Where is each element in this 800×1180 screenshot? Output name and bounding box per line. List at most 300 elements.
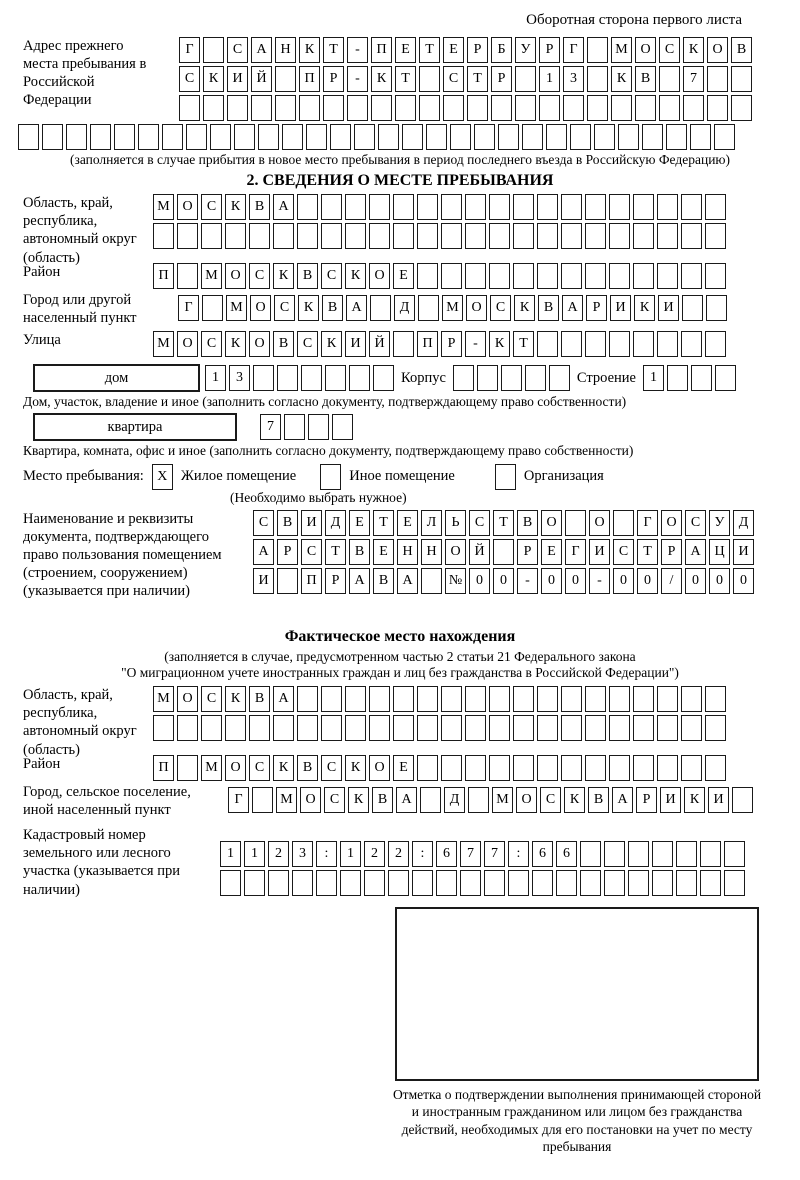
char-cell[interactable]: К — [225, 194, 246, 220]
char-cell[interactable] — [297, 223, 318, 249]
char-cell[interactable] — [273, 223, 294, 249]
char-cell[interactable] — [565, 510, 586, 536]
char-cell[interactable]: О — [250, 295, 271, 321]
char-cell[interactable] — [609, 755, 630, 781]
char-cell[interactable]: С — [321, 263, 342, 289]
char-cell[interactable] — [321, 223, 342, 249]
char-cell[interactable] — [537, 686, 558, 712]
char-cell[interactable] — [731, 95, 752, 121]
char-cell[interactable] — [277, 568, 298, 594]
char-cell[interactable] — [561, 194, 582, 220]
char-cell[interactable]: 6 — [556, 841, 577, 867]
char-cell[interactable]: Т — [323, 37, 344, 63]
char-cell[interactable]: О — [445, 539, 466, 565]
char-cell[interactable]: К — [345, 263, 366, 289]
char-cell[interactable] — [468, 787, 489, 813]
char-cell[interactable] — [369, 223, 390, 249]
char-cell[interactable]: К — [345, 755, 366, 781]
char-cell[interactable] — [484, 870, 505, 896]
char-cell[interactable]: И — [733, 539, 754, 565]
char-cell[interactable] — [549, 365, 570, 391]
char-cell[interactable]: 3 — [563, 66, 584, 92]
char-cell[interactable]: С — [490, 295, 511, 321]
char-cell[interactable] — [275, 66, 296, 92]
char-cell[interactable]: М — [492, 787, 513, 813]
char-cell[interactable] — [508, 870, 529, 896]
char-cell[interactable]: И — [610, 295, 631, 321]
char-cell[interactable] — [177, 223, 198, 249]
char-cell[interactable] — [345, 223, 366, 249]
char-cell[interactable]: - — [465, 331, 486, 357]
char-cell[interactable]: О — [300, 787, 321, 813]
char-cell[interactable]: С — [443, 66, 464, 92]
char-cell[interactable]: П — [153, 263, 174, 289]
char-cell[interactable]: О — [225, 263, 246, 289]
char-cell[interactable]: Г — [228, 787, 249, 813]
char-cell[interactable]: Д — [444, 787, 465, 813]
char-cell[interactable] — [705, 715, 726, 741]
char-cell[interactable]: - — [517, 568, 538, 594]
char-cell[interactable]: В — [635, 66, 656, 92]
char-cell[interactable] — [225, 223, 246, 249]
char-cell[interactable]: Т — [513, 331, 534, 357]
char-cell[interactable]: С — [685, 510, 706, 536]
char-cell[interactable] — [491, 95, 512, 121]
char-cell[interactable] — [609, 263, 630, 289]
char-cell[interactable]: И — [660, 787, 681, 813]
char-cell[interactable] — [537, 715, 558, 741]
char-cell[interactable] — [732, 787, 753, 813]
char-cell[interactable] — [633, 715, 654, 741]
char-cell[interactable]: Т — [325, 539, 346, 565]
char-cell[interactable]: Т — [395, 66, 416, 92]
char-cell[interactable] — [345, 686, 366, 712]
char-cell[interactable] — [441, 194, 462, 220]
char-cell[interactable]: 2 — [268, 841, 289, 867]
char-cell[interactable] — [681, 331, 702, 357]
char-cell[interactable] — [691, 365, 712, 391]
char-cell[interactable]: Р — [636, 787, 657, 813]
char-cell[interactable] — [513, 223, 534, 249]
char-cell[interactable] — [657, 715, 678, 741]
char-cell[interactable]: : — [508, 841, 529, 867]
char-cell[interactable]: Е — [393, 755, 414, 781]
char-cell[interactable] — [618, 124, 639, 150]
char-cell[interactable]: А — [273, 686, 294, 712]
char-cell[interactable]: О — [249, 331, 270, 357]
char-cell[interactable] — [513, 715, 534, 741]
char-cell[interactable] — [489, 686, 510, 712]
char-cell[interactable]: Й — [369, 331, 390, 357]
char-cell[interactable] — [441, 263, 462, 289]
char-cell[interactable]: Д — [325, 510, 346, 536]
char-cell[interactable]: 2 — [364, 841, 385, 867]
char-cell[interactable] — [587, 66, 608, 92]
char-cell[interactable]: С — [227, 37, 248, 63]
char-cell[interactable]: И — [227, 66, 248, 92]
char-cell[interactable] — [364, 870, 385, 896]
char-cell[interactable]: 7 — [260, 414, 281, 440]
char-cell[interactable]: Л — [421, 510, 442, 536]
char-cell[interactable] — [594, 124, 615, 150]
char-cell[interactable] — [393, 194, 414, 220]
char-cell[interactable] — [42, 124, 63, 150]
char-cell[interactable]: К — [684, 787, 705, 813]
char-cell[interactable]: Е — [397, 510, 418, 536]
char-cell[interactable] — [251, 95, 272, 121]
char-cell[interactable] — [332, 414, 353, 440]
char-cell[interactable] — [604, 870, 625, 896]
char-cell[interactable] — [580, 870, 601, 896]
char-cell[interactable] — [292, 870, 313, 896]
char-cell[interactable]: 6 — [532, 841, 553, 867]
char-cell[interactable] — [114, 124, 135, 150]
char-cell[interactable] — [417, 686, 438, 712]
char-cell[interactable]: Е — [443, 37, 464, 63]
checkbox-residential[interactable]: X — [152, 464, 173, 490]
char-cell[interactable] — [90, 124, 111, 150]
char-cell[interactable]: У — [515, 37, 536, 63]
char-cell[interactable]: 0 — [469, 568, 490, 594]
char-cell[interactable]: И — [253, 568, 274, 594]
char-cell[interactable]: М — [226, 295, 247, 321]
char-cell[interactable] — [657, 686, 678, 712]
char-cell[interactable] — [537, 223, 558, 249]
char-cell[interactable] — [465, 715, 486, 741]
char-cell[interactable] — [441, 715, 462, 741]
char-cell[interactable] — [441, 755, 462, 781]
char-cell[interactable] — [321, 686, 342, 712]
char-cell[interactable]: 0 — [709, 568, 730, 594]
char-cell[interactable]: С — [201, 686, 222, 712]
char-cell[interactable]: Д — [394, 295, 415, 321]
char-cell[interactable]: П — [371, 37, 392, 63]
char-cell[interactable]: В — [349, 539, 370, 565]
char-cell[interactable] — [306, 124, 327, 150]
char-cell[interactable] — [705, 194, 726, 220]
char-cell[interactable] — [316, 870, 337, 896]
char-cell[interactable] — [273, 715, 294, 741]
char-cell[interactable] — [513, 263, 534, 289]
char-cell[interactable] — [652, 841, 673, 867]
char-cell[interactable]: О — [661, 510, 682, 536]
char-cell[interactable]: 0 — [685, 568, 706, 594]
char-cell[interactable]: К — [299, 37, 320, 63]
char-cell[interactable]: В — [538, 295, 559, 321]
char-cell[interactable]: 0 — [493, 568, 514, 594]
char-cell[interactable]: М — [276, 787, 297, 813]
char-cell[interactable] — [210, 124, 231, 150]
char-cell[interactable] — [657, 331, 678, 357]
char-cell[interactable] — [177, 263, 198, 289]
char-cell[interactable] — [633, 194, 654, 220]
char-cell[interactable]: 0 — [733, 568, 754, 594]
char-cell[interactable]: А — [349, 568, 370, 594]
char-cell[interactable] — [347, 95, 368, 121]
char-cell[interactable] — [249, 223, 270, 249]
char-cell[interactable] — [460, 870, 481, 896]
char-cell[interactable]: К — [298, 295, 319, 321]
char-cell[interactable]: К — [225, 686, 246, 712]
char-cell[interactable] — [275, 95, 296, 121]
char-cell[interactable] — [441, 223, 462, 249]
char-cell[interactable] — [561, 263, 582, 289]
char-cell[interactable]: С — [201, 194, 222, 220]
char-cell[interactable]: В — [322, 295, 343, 321]
char-cell[interactable] — [537, 755, 558, 781]
char-cell[interactable]: Т — [419, 37, 440, 63]
char-cell[interactable] — [373, 365, 394, 391]
char-cell[interactable] — [522, 124, 543, 150]
char-cell[interactable] — [297, 715, 318, 741]
char-cell[interactable]: Р — [323, 66, 344, 92]
char-cell[interactable] — [465, 194, 486, 220]
char-cell[interactable]: С — [249, 263, 270, 289]
char-cell[interactable] — [609, 331, 630, 357]
char-cell[interactable] — [587, 95, 608, 121]
char-cell[interactable] — [513, 686, 534, 712]
char-cell[interactable]: Г — [179, 37, 200, 63]
char-cell[interactable] — [393, 331, 414, 357]
char-cell[interactable] — [66, 124, 87, 150]
char-cell[interactable]: 1 — [205, 365, 226, 391]
char-cell[interactable] — [667, 365, 688, 391]
char-cell[interactable]: О — [541, 510, 562, 536]
char-cell[interactable]: Г — [563, 37, 584, 63]
char-cell[interactable] — [436, 870, 457, 896]
char-cell[interactable]: 7 — [460, 841, 481, 867]
char-cell[interactable] — [676, 870, 697, 896]
char-cell[interactable]: К — [203, 66, 224, 92]
char-cell[interactable]: А — [253, 539, 274, 565]
char-cell[interactable]: В — [372, 787, 393, 813]
char-cell[interactable] — [604, 841, 625, 867]
char-cell[interactable] — [676, 841, 697, 867]
char-cell[interactable] — [609, 223, 630, 249]
char-cell[interactable]: У — [709, 510, 730, 536]
char-cell[interactable]: - — [347, 37, 368, 63]
char-cell[interactable]: И — [345, 331, 366, 357]
char-cell[interactable] — [633, 223, 654, 249]
char-cell[interactable] — [308, 414, 329, 440]
char-cell[interactable]: Е — [541, 539, 562, 565]
char-cell[interactable]: В — [588, 787, 609, 813]
char-cell[interactable] — [633, 686, 654, 712]
char-cell[interactable] — [162, 124, 183, 150]
char-cell[interactable] — [563, 95, 584, 121]
char-cell[interactable] — [683, 95, 704, 121]
char-cell[interactable]: А — [346, 295, 367, 321]
char-cell[interactable]: С — [469, 510, 490, 536]
char-cell[interactable] — [418, 295, 439, 321]
char-cell[interactable]: К — [273, 755, 294, 781]
char-cell[interactable] — [611, 95, 632, 121]
char-cell[interactable]: М — [611, 37, 632, 63]
char-cell[interactable]: К — [489, 331, 510, 357]
char-cell[interactable] — [284, 414, 305, 440]
char-cell[interactable] — [354, 124, 375, 150]
char-cell[interactable] — [705, 263, 726, 289]
char-cell[interactable] — [570, 124, 591, 150]
char-cell[interactable]: К — [321, 331, 342, 357]
char-cell[interactable] — [465, 263, 486, 289]
char-cell[interactable] — [715, 365, 736, 391]
char-cell[interactable]: И — [301, 510, 322, 536]
char-cell[interactable]: Т — [637, 539, 658, 565]
char-cell[interactable]: К — [564, 787, 585, 813]
char-cell[interactable] — [453, 365, 474, 391]
char-cell[interactable]: П — [299, 66, 320, 92]
char-cell[interactable] — [297, 686, 318, 712]
char-cell[interactable]: 1 — [643, 365, 664, 391]
char-cell[interactable] — [705, 755, 726, 781]
char-cell[interactable] — [587, 37, 608, 63]
char-cell[interactable]: О — [177, 686, 198, 712]
char-cell[interactable] — [707, 66, 728, 92]
char-cell[interactable] — [513, 194, 534, 220]
char-cell[interactable]: А — [562, 295, 583, 321]
char-cell[interactable]: С — [253, 510, 274, 536]
char-cell[interactable] — [467, 95, 488, 121]
char-cell[interactable]: В — [249, 686, 270, 712]
char-cell[interactable] — [700, 841, 721, 867]
char-cell[interactable]: 7 — [484, 841, 505, 867]
char-cell[interactable] — [585, 331, 606, 357]
char-cell[interactable]: 1 — [340, 841, 361, 867]
char-cell[interactable] — [345, 194, 366, 220]
char-cell[interactable] — [532, 870, 553, 896]
char-cell[interactable]: К — [371, 66, 392, 92]
char-cell[interactable] — [609, 715, 630, 741]
char-cell[interactable]: А — [251, 37, 272, 63]
char-cell[interactable]: М — [442, 295, 463, 321]
char-cell[interactable]: Н — [275, 37, 296, 63]
char-cell[interactable] — [539, 95, 560, 121]
char-cell[interactable]: Ь — [445, 510, 466, 536]
char-cell[interactable]: С — [179, 66, 200, 92]
char-cell[interactable] — [349, 365, 370, 391]
char-cell[interactable] — [177, 715, 198, 741]
char-cell[interactable] — [642, 124, 663, 150]
char-cell[interactable]: Р — [661, 539, 682, 565]
char-cell[interactable]: О — [177, 331, 198, 357]
char-cell[interactable]: С — [540, 787, 561, 813]
char-cell[interactable]: О — [589, 510, 610, 536]
char-cell[interactable]: А — [273, 194, 294, 220]
char-cell[interactable]: Г — [178, 295, 199, 321]
char-cell[interactable]: О — [369, 755, 390, 781]
char-cell[interactable] — [705, 223, 726, 249]
char-cell[interactable] — [690, 124, 711, 150]
char-cell[interactable] — [537, 331, 558, 357]
char-cell[interactable] — [419, 66, 440, 92]
char-cell[interactable] — [321, 715, 342, 741]
char-cell[interactable]: С — [201, 331, 222, 357]
char-cell[interactable]: К — [348, 787, 369, 813]
char-cell[interactable]: В — [731, 37, 752, 63]
char-cell[interactable] — [388, 870, 409, 896]
char-cell[interactable]: Е — [349, 510, 370, 536]
checkbox-other-premises[interactable] — [320, 464, 341, 490]
char-cell[interactable] — [705, 331, 726, 357]
char-cell[interactable] — [681, 223, 702, 249]
char-cell[interactable] — [666, 124, 687, 150]
char-cell[interactable] — [561, 331, 582, 357]
char-cell[interactable] — [681, 686, 702, 712]
char-cell[interactable]: И — [658, 295, 679, 321]
char-cell[interactable] — [253, 365, 274, 391]
char-cell[interactable] — [659, 66, 680, 92]
char-cell[interactable] — [657, 194, 678, 220]
char-cell[interactable]: 0 — [613, 568, 634, 594]
char-cell[interactable]: Н — [397, 539, 418, 565]
char-cell[interactable]: Е — [373, 539, 394, 565]
char-cell[interactable]: В — [373, 568, 394, 594]
char-cell[interactable] — [700, 870, 721, 896]
char-cell[interactable] — [227, 95, 248, 121]
char-cell[interactable] — [705, 686, 726, 712]
char-cell[interactable] — [465, 223, 486, 249]
char-cell[interactable] — [489, 715, 510, 741]
char-cell[interactable]: Г — [565, 539, 586, 565]
char-cell[interactable]: 7 — [683, 66, 704, 92]
char-cell[interactable]: В — [249, 194, 270, 220]
char-cell[interactable]: Ц — [709, 539, 730, 565]
char-cell[interactable] — [393, 686, 414, 712]
char-cell[interactable] — [714, 124, 735, 150]
char-cell[interactable]: Д — [733, 510, 754, 536]
char-cell[interactable]: Т — [373, 510, 394, 536]
char-cell[interactable]: Р — [491, 66, 512, 92]
char-cell[interactable] — [201, 223, 222, 249]
char-cell[interactable] — [153, 223, 174, 249]
char-cell[interactable]: К — [225, 331, 246, 357]
char-cell[interactable]: М — [201, 263, 222, 289]
char-cell[interactable]: К — [514, 295, 535, 321]
char-cell[interactable]: А — [397, 568, 418, 594]
char-cell[interactable] — [203, 95, 224, 121]
char-cell[interactable] — [609, 194, 630, 220]
char-cell[interactable]: В — [297, 263, 318, 289]
char-cell[interactable] — [321, 194, 342, 220]
char-cell[interactable]: С — [659, 37, 680, 63]
char-cell[interactable] — [201, 715, 222, 741]
char-cell[interactable] — [330, 124, 351, 150]
char-cell[interactable]: П — [301, 568, 322, 594]
char-cell[interactable]: М — [153, 331, 174, 357]
char-cell[interactable] — [681, 194, 702, 220]
char-cell[interactable]: - — [589, 568, 610, 594]
char-cell[interactable] — [682, 295, 703, 321]
char-cell[interactable] — [706, 295, 727, 321]
char-cell[interactable]: Т — [467, 66, 488, 92]
char-cell[interactable]: П — [153, 755, 174, 781]
char-cell[interactable] — [657, 755, 678, 781]
char-cell[interactable] — [585, 715, 606, 741]
char-cell[interactable] — [580, 841, 601, 867]
char-cell[interactable] — [633, 331, 654, 357]
char-cell[interactable] — [474, 124, 495, 150]
char-cell[interactable] — [450, 124, 471, 150]
char-cell[interactable] — [556, 870, 577, 896]
char-cell[interactable] — [443, 95, 464, 121]
char-cell[interactable]: В — [517, 510, 538, 536]
char-cell[interactable]: Е — [395, 37, 416, 63]
char-cell[interactable]: К — [273, 263, 294, 289]
char-cell[interactable] — [370, 295, 391, 321]
char-cell[interactable]: С — [297, 331, 318, 357]
char-cell[interactable] — [417, 194, 438, 220]
